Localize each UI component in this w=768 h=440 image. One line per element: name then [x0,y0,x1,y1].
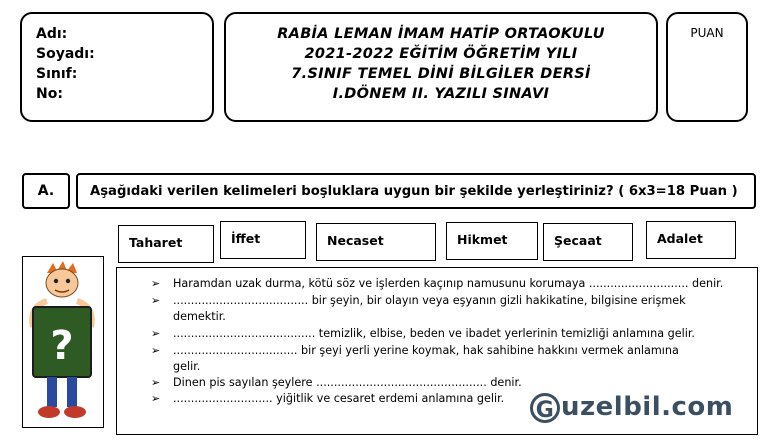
watermark-dot: . [661,392,672,422]
exam-name: I.DÖNEM II. YAZILI SINAVI [332,86,550,102]
school-name: RABİA LEMAN İMAM HATİP ORTAOKULU [277,26,605,42]
question-2-continued: demektir. [173,310,226,323]
student-info-box [20,12,214,122]
word-necaset [316,223,436,261]
question-1 [151,276,723,292]
section-letter [22,173,70,209]
watermark-g-letter: G [530,393,560,423]
guzelbil-watermark-logo [530,392,733,423]
watermark-text: uzelbil [561,392,662,422]
watermark-tld: com [671,392,734,422]
surname-label: Soyadı: [36,46,95,62]
question-3 [151,326,695,342]
word-taharet [118,225,214,263]
course-name: 7.SINIF TEMEL DİNİ BİLGİLER DERSİ [291,66,591,82]
section-letter-text: A. [37,183,55,199]
arrow-bullet-icon: ➢ [151,294,161,307]
question-boy-illustration [22,256,104,428]
instruction-text: Aşağıdaki verilen kelimeleri boşluklara uygun bir şekilde yerleştiriniz? ( 6x3=18 Puan ) [90,183,738,199]
word-label: Hikmet [457,232,508,247]
word-label: Adalet [657,231,703,246]
boy-with-question-sign-icon [23,257,102,426]
exam-title-box [224,12,658,122]
word-hikmet [446,222,538,260]
arrow-bullet-icon: ➢ [151,392,161,405]
question-text: Haramdan uzak durma, kötü söz ve işlerden kaçınıp namusunu korumaya ............................ denir. [173,277,724,290]
score-box [666,12,748,122]
question-text: ........................................ temizlik, elbise, beden ve ibadet yerlerinin temizliği anlamına gelir. [173,327,695,340]
academic-year: 2021-2022 EĞİTİM ÖĞRETİM YILI [304,46,578,62]
question-5 [151,375,522,391]
score-label: PUAN [690,26,724,40]
word-label: Necaset [327,233,384,248]
arrow-bullet-icon: ➢ [151,376,161,389]
question-text: ...................................... bir şeyin, bir olayın veya eşyanın gizli hakikatine, bilgisine erişmek [173,294,686,307]
question-text: ................................... bir şeyi yerli yerine koymak, hak sahibine hakkını vermek anlamına [173,344,679,357]
arrow-bullet-icon: ➢ [151,344,161,357]
question-6 [151,391,504,407]
word-adalet [646,221,736,259]
question-4 [151,343,679,359]
word-secaat [543,223,633,261]
question-4-continued: gelir. [173,360,201,373]
word-label: Taharet [129,235,183,250]
number-label: No: [36,86,63,102]
word-iffet [220,221,306,259]
section-instruction [76,173,756,209]
word-label: İffet [231,231,261,246]
question-text: ............................ yiğitlik ve cesaret erdemi anlamına gelir. [173,392,505,405]
svg-text:?: ? [50,323,74,369]
class-label: Sınıf: [36,66,78,82]
name-label: Adı: [36,26,68,42]
question-text: Dinen pis sayılan şeylere ................................................ denir. [173,376,522,389]
arrow-bullet-icon: ➢ [151,277,161,290]
arrow-bullet-icon: ➢ [151,327,161,340]
word-label: Şecaat [554,233,602,248]
question-2 [151,293,686,309]
